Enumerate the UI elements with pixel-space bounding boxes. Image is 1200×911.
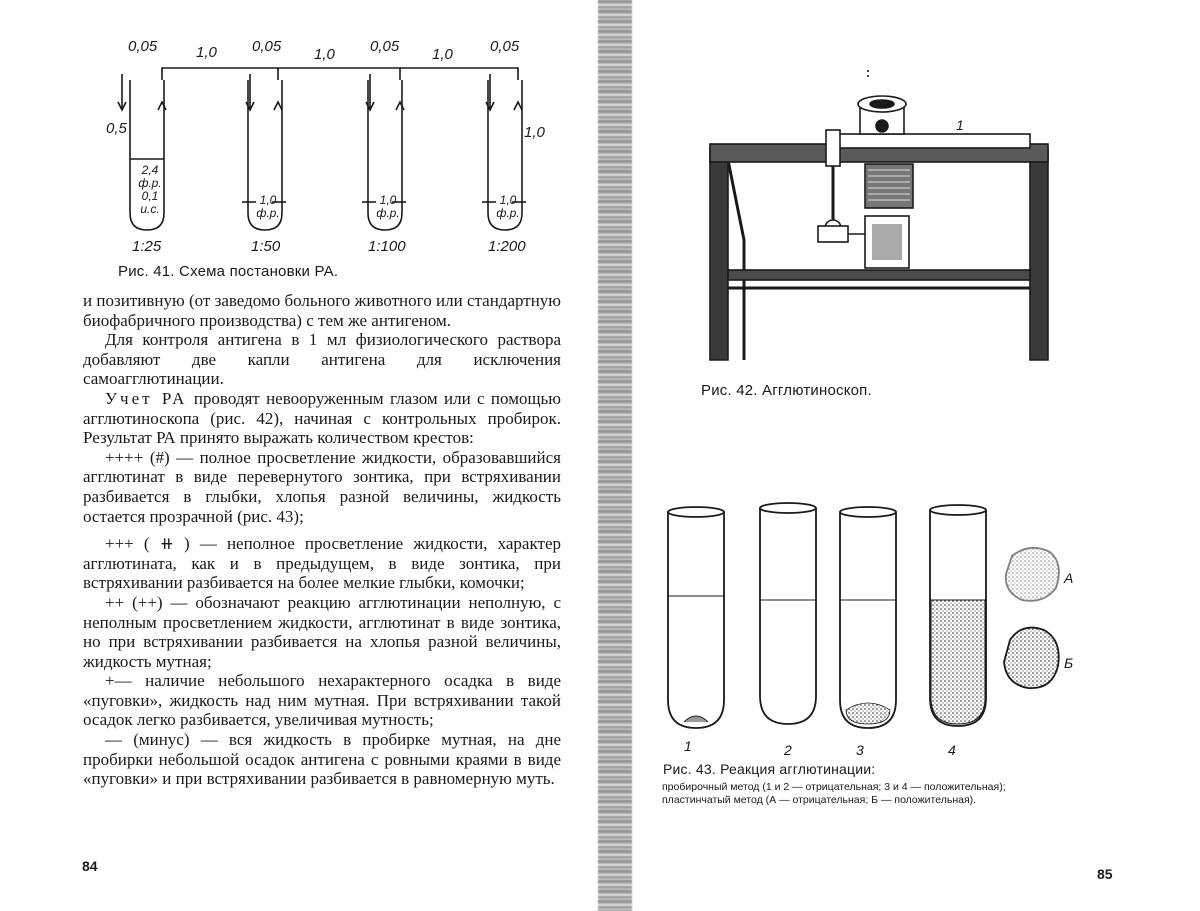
fig43-plate-label-a: А bbox=[1064, 570, 1074, 586]
tube1-line-1: 2,4 bbox=[141, 163, 159, 177]
fig41-top-value-4: 1,0 bbox=[314, 46, 335, 63]
left-page-body bbox=[83, 291, 561, 789]
figure-42-caption: Рис. 42. Агглютиноскоп. bbox=[701, 382, 872, 399]
fig41-dilution-4: 1:200 bbox=[488, 238, 526, 255]
tube1-line-2: ф.р. bbox=[138, 176, 162, 190]
page-number-left: 84 bbox=[82, 858, 98, 874]
figure-42-agglutinoscope-drawing bbox=[700, 70, 1060, 370]
fig41-top-value-1: 0,05 bbox=[128, 38, 158, 55]
paragraph-3-lead: Учет РА bbox=[105, 388, 188, 408]
fig41-tube1-contents bbox=[134, 164, 166, 216]
fig42-part-label: 1 bbox=[956, 117, 964, 133]
fig43-tube-number-4: 4 bbox=[948, 742, 956, 758]
fig43-tube-number-2: 2 bbox=[784, 742, 792, 758]
figure-41-diagram bbox=[100, 30, 560, 260]
tube3-line-1: 1,0 bbox=[379, 193, 397, 207]
paragraph-6: ++ (++) — обозначают реакцию агглютинации неполную, с неполным просветлением жидкости, агглютинат в виде зонтика, но при встряхивании разбивается на хлопья разной величины, жидкость мутная; bbox=[83, 592, 561, 671]
fig41-tube3-contents bbox=[372, 194, 404, 220]
fig41-dilution-3: 1:100 bbox=[368, 238, 406, 255]
fig41-top-value-6: 1,0 bbox=[432, 46, 453, 63]
fig41-top-value-2: 1,0 bbox=[196, 44, 217, 61]
tube1-line-4: и.с. bbox=[140, 202, 160, 216]
tube3-line-2: ф.р. bbox=[376, 206, 400, 220]
page-number-right: 85 bbox=[1097, 866, 1113, 882]
paragraph-2: Для контроля антигена в 1 мл физиологического раствора добавляют две капли антигена для исключения самоагглютинации. bbox=[83, 330, 561, 389]
fig43-tube-number-3: 3 bbox=[856, 742, 864, 758]
fig43-tube-number-1: 1 bbox=[684, 738, 692, 754]
paragraph-1: и позитивную (от заведомо больного животного или стандартную биофабричного производства) с тем же антигеном. bbox=[83, 291, 561, 330]
figure-41-caption: Рис. 41. Схема постановки РА. bbox=[118, 263, 339, 280]
figure-43-tubes-drawing bbox=[660, 500, 1080, 735]
paragraph-3 bbox=[83, 389, 561, 448]
fig41-tube2-contents bbox=[252, 194, 284, 220]
tube1-line-3: 0,1 bbox=[141, 189, 159, 203]
paragraph-5: +++ ( ⧺ ) — неполное просветление жидкости, характер агглютината, как и в предыдущем, в виде зонтика, при встряхивании разбивается на более мелкие глыбки, комочки; bbox=[83, 534, 561, 593]
fig41-top-value-3: 0,05 bbox=[252, 38, 282, 55]
figure-43-caption-detail-2: пластинчатый метод (А — отрицательная; Б — положительная). bbox=[662, 794, 977, 806]
right-page bbox=[605, 0, 1200, 911]
tube4-line-2: ф.р. bbox=[496, 206, 520, 220]
tube4-line-1: 1,0 bbox=[499, 193, 517, 207]
figure-43-caption: Рис. 43. Реакция агглютинации: bbox=[663, 761, 876, 777]
fig43-plate-label-b: Б bbox=[1064, 655, 1074, 671]
tube2-line-1: 1,0 bbox=[259, 193, 277, 207]
paragraph-3-rest: проводят невооруженным глазом или с помощью агглютиноскопа (рис. 42), начиная с контрольных пробирок. Результат РА принято выражать количеством крестов: bbox=[83, 388, 561, 448]
fig41-tube4-contents bbox=[492, 194, 524, 220]
fig41-side-left: 0,5 bbox=[106, 120, 127, 137]
fig41-dilution-1: 1:25 bbox=[132, 238, 162, 255]
fig41-top-value-7: 0,05 bbox=[490, 38, 520, 55]
paragraph-4: ++++ (#) — полное просветление жидкости, образовавшийся агглютинат в виде перевернутого зонтика, при встряхивании разбивается в глыбки, хлопья разной величины, жидкость остается прозрачной (рис. 43); bbox=[83, 447, 561, 526]
figure-43-caption-detail bbox=[662, 781, 1102, 807]
paragraph-7: +— наличие небольшого нехарактерного осадка в виде «пуговки», жидкость над ним мутная. При встряхивании такой осадок легко разбивается, увеличивая мутность; bbox=[83, 671, 561, 730]
fig41-side-right: 1,0 bbox=[524, 124, 545, 141]
tube2-line-2: ф.р. bbox=[256, 206, 280, 220]
paragraph-8: — (минус) — вся жидкость в пробирке мутная, на дне пробирки небольшой осадок антигена с ровными краями в виде «пуговки» и при встряхивании разбивается в равномерную муть. bbox=[83, 730, 561, 789]
fig41-dilution-2: 1:50 bbox=[251, 238, 281, 255]
fig41-top-value-5: 0,05 bbox=[370, 38, 400, 55]
figure-43-caption-detail-1: пробирочный метод (1 и 2 — отрицательная; 3 и 4 — положительная); bbox=[662, 781, 1006, 793]
